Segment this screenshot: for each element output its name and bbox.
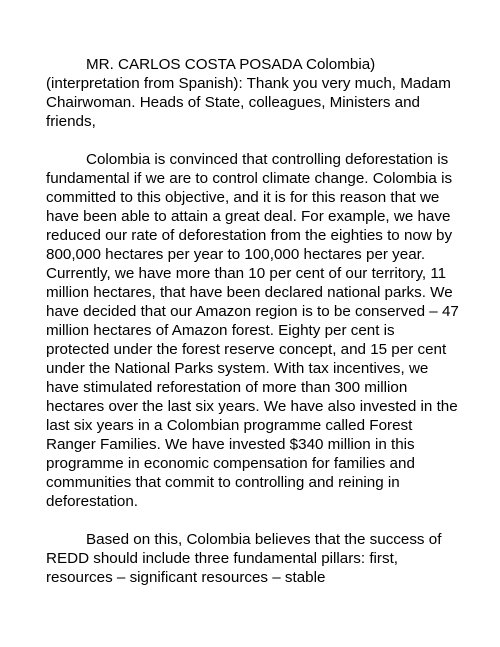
transcript-body [46, 55, 461, 606]
paragraph-redd-pillars: Based on this, Colombia believes that the success of REDD should include three fundamental pillars: first, resources – significant resources – stable [46, 531, 442, 586]
paragraph-deforestation: Colombia is convinced that controlling deforestation is fundamental if we are to control climate change. Colombia is committed to this objective, and it is for this reason that we have been able to attain a great deal. For example, we have reduced our rate of deforestation from the eighties to now by 800,000 hectares per year to 100,000 hectares per year. Currently, we have more than 10 per cent of our territory, 11 million hectares, that have been declared national parks. We have decided that our Amazon region is to be conserved – 47 million hectares of Amazon forest. Eighty per cent is protected under the forest reserve concept, and 15 per cent under the National Parks system. With tax incentives, we have stimulated reforestation of more than 300 million hectares over the last six years. We have also invested in the last six years in a Colombian programme called Forest Ranger Families. We have invested $340 million in this programme in economic compensation for families and communities that commit to controlling and reining in deforestation. [46, 151, 459, 510]
paragraph-speaker-intro: MR. CARLOS COSTA POSADA Colombia) (interpretation from Spanish): Thank you very much, Madam Chairwoman. Heads of State, colleagues, Ministers and friends, [46, 56, 451, 130]
